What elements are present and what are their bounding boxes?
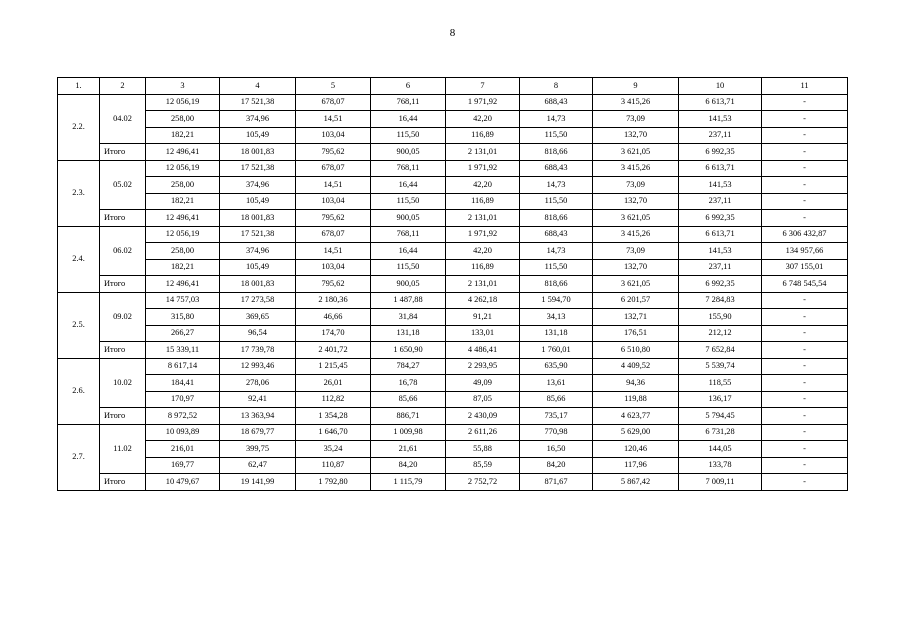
table-row [58, 243, 848, 260]
value-cell: 182,21 [146, 259, 220, 276]
value-cell: 136,17 [679, 391, 762, 408]
value-cell: 4 409,52 [593, 358, 679, 375]
value-cell: 2 131,01 [446, 144, 520, 161]
value-cell: 6 992,35 [679, 210, 762, 227]
value-cell: - [762, 342, 848, 359]
table-body [58, 78, 848, 491]
value-cell: 115,50 [520, 127, 593, 144]
page-number: 8 [449, 27, 456, 39]
value-cell: 26,01 [296, 375, 371, 392]
value-cell: 118,55 [679, 375, 762, 392]
total-row [58, 276, 848, 293]
value-cell: 900,05 [371, 276, 446, 293]
value-cell: 688,43 [520, 226, 593, 243]
value-cell: 176,51 [593, 325, 679, 342]
value-cell: 6 201,57 [593, 292, 679, 309]
value-cell: 46,66 [296, 309, 371, 326]
value-cell: - [762, 111, 848, 128]
value-cell: 73,09 [593, 243, 679, 260]
total-label: Итого [100, 474, 146, 491]
value-cell: 12 496,41 [146, 210, 220, 227]
value-cell: 132,70 [593, 259, 679, 276]
value-cell: - [762, 210, 848, 227]
value-cell: 119,88 [593, 391, 679, 408]
table-row [58, 391, 848, 408]
value-cell: 16,44 [371, 111, 446, 128]
value-cell: 900,05 [371, 144, 446, 161]
value-cell: 6 731,28 [679, 424, 762, 441]
value-cell: 116,89 [446, 193, 520, 210]
table-row [58, 193, 848, 210]
value-cell: 278,06 [220, 375, 296, 392]
value-cell: 7 652,84 [679, 342, 762, 359]
value-cell: - [762, 408, 848, 425]
value-cell: 1 354,28 [296, 408, 371, 425]
value-cell: 42,20 [446, 111, 520, 128]
value-cell: 14,51 [296, 243, 371, 260]
value-cell: 91,21 [446, 309, 520, 326]
value-cell: 14,73 [520, 243, 593, 260]
value-cell: 6 992,35 [679, 276, 762, 293]
value-cell: 4 486,41 [446, 342, 520, 359]
table-row [58, 127, 848, 144]
value-cell: 678,07 [296, 226, 371, 243]
value-cell: 1 971,92 [446, 94, 520, 111]
total-row [58, 408, 848, 425]
value-cell: - [762, 457, 848, 474]
value-cell: 5 539,74 [679, 358, 762, 375]
value-cell: - [762, 127, 848, 144]
value-cell: 3 415,26 [593, 160, 679, 177]
value-cell: 6 992,35 [679, 144, 762, 161]
value-cell: 84,20 [371, 457, 446, 474]
value-cell: 12 056,19 [146, 160, 220, 177]
value-cell: 18 679,77 [220, 424, 296, 441]
value-cell: 14,51 [296, 177, 371, 194]
header-cell: 9 [593, 78, 679, 95]
value-cell: 7 284,83 [679, 292, 762, 309]
total-label: Итого [100, 408, 146, 425]
value-cell: 4 623,77 [593, 408, 679, 425]
value-cell: 174,70 [296, 325, 371, 342]
value-cell: 3 415,26 [593, 94, 679, 111]
value-cell: 85,66 [371, 391, 446, 408]
total-row [58, 210, 848, 227]
value-cell: 2 180,36 [296, 292, 371, 309]
header-cell: 1. [58, 78, 100, 95]
table-row [58, 160, 848, 177]
value-cell: 900,05 [371, 210, 446, 227]
value-cell: 170,97 [146, 391, 220, 408]
value-cell: 12 496,41 [146, 276, 220, 293]
value-cell: 49,09 [446, 375, 520, 392]
value-cell: 886,71 [371, 408, 446, 425]
value-cell: 5 794,45 [679, 408, 762, 425]
value-cell: 19 141,99 [220, 474, 296, 491]
value-cell: 12 056,19 [146, 94, 220, 111]
value-cell: 369,65 [220, 309, 296, 326]
value-cell: - [762, 358, 848, 375]
value-cell: 399,75 [220, 441, 296, 458]
value-cell: 144,05 [679, 441, 762, 458]
value-cell: 237,11 [679, 193, 762, 210]
value-cell: 62,47 [220, 457, 296, 474]
header-cell: 7 [446, 78, 520, 95]
value-cell: 182,21 [146, 127, 220, 144]
value-cell: 85,66 [520, 391, 593, 408]
value-cell: 17 521,38 [220, 226, 296, 243]
value-cell: 110,87 [296, 457, 371, 474]
value-cell: 132,70 [593, 127, 679, 144]
value-cell: 117,96 [593, 457, 679, 474]
value-cell: 169,77 [146, 457, 220, 474]
value-cell: 105,49 [220, 193, 296, 210]
value-cell: 131,18 [520, 325, 593, 342]
value-cell: 13,61 [520, 375, 593, 392]
value-cell: 1 215,45 [296, 358, 371, 375]
value-cell: 16,78 [371, 375, 446, 392]
value-cell: 7 009,11 [679, 474, 762, 491]
value-cell: 141,53 [679, 111, 762, 128]
value-cell: 17 273,58 [220, 292, 296, 309]
section-number: 2.5. [58, 292, 100, 358]
total-label: Итого [100, 144, 146, 161]
value-cell: 116,89 [446, 259, 520, 276]
value-cell: 16,50 [520, 441, 593, 458]
value-cell: 42,20 [446, 177, 520, 194]
value-cell: 2 293,95 [446, 358, 520, 375]
value-cell: 133,78 [679, 457, 762, 474]
value-cell: 1 760,01 [520, 342, 593, 359]
section-number: 2.7. [58, 424, 100, 490]
value-cell: - [762, 309, 848, 326]
value-cell: 15 339,11 [146, 342, 220, 359]
value-cell: 216,01 [146, 441, 220, 458]
total-row [58, 474, 848, 491]
value-cell: - [762, 177, 848, 194]
total-row [58, 144, 848, 161]
value-cell: 1 115,79 [371, 474, 446, 491]
table-row [58, 441, 848, 458]
header-cell: 8 [520, 78, 593, 95]
value-cell: 1 971,92 [446, 226, 520, 243]
value-cell: 6 613,71 [679, 226, 762, 243]
value-cell: 84,20 [520, 457, 593, 474]
value-cell: 103,04 [296, 193, 371, 210]
value-cell: - [762, 94, 848, 111]
value-cell: 182,21 [146, 193, 220, 210]
value-cell: 735,17 [520, 408, 593, 425]
value-cell: 141,53 [679, 243, 762, 260]
value-cell: 1 594,70 [520, 292, 593, 309]
value-cell: 105,49 [220, 127, 296, 144]
value-cell: - [762, 325, 848, 342]
value-cell: 94,36 [593, 375, 679, 392]
value-cell: 155,90 [679, 309, 762, 326]
value-cell: 115,50 [371, 259, 446, 276]
group-code: 04.02 [100, 94, 146, 144]
value-cell: 6 613,71 [679, 94, 762, 111]
value-cell: 212,12 [679, 325, 762, 342]
value-cell: 132,71 [593, 309, 679, 326]
value-cell: 2 131,01 [446, 276, 520, 293]
value-cell: 871,67 [520, 474, 593, 491]
section-number: 2.4. [58, 226, 100, 292]
value-cell: 678,07 [296, 94, 371, 111]
table-row [58, 226, 848, 243]
table-row [58, 259, 848, 276]
value-cell: 258,00 [146, 243, 220, 260]
value-cell: 237,11 [679, 127, 762, 144]
section-number: 2.3. [58, 160, 100, 226]
table-row [58, 424, 848, 441]
group-code: 11.02 [100, 424, 146, 474]
value-cell: 73,09 [593, 177, 679, 194]
value-cell: - [762, 160, 848, 177]
value-cell: 3 621,05 [593, 210, 679, 227]
total-label: Итого [100, 342, 146, 359]
value-cell: 5 867,42 [593, 474, 679, 491]
value-cell: 14,51 [296, 111, 371, 128]
value-cell: 258,00 [146, 177, 220, 194]
value-cell: 14 757,03 [146, 292, 220, 309]
value-cell: 1 646,70 [296, 424, 371, 441]
value-cell: 8 972,52 [146, 408, 220, 425]
value-cell: - [762, 193, 848, 210]
value-cell: 17 521,38 [220, 160, 296, 177]
value-cell: 770,98 [520, 424, 593, 441]
header-cell: 2 [100, 78, 146, 95]
header-cell: 11 [762, 78, 848, 95]
value-cell: 55,88 [446, 441, 520, 458]
value-cell: 17 521,38 [220, 94, 296, 111]
total-label: Итого [100, 210, 146, 227]
value-cell: 768,11 [371, 160, 446, 177]
value-cell: - [762, 424, 848, 441]
value-cell: 96,54 [220, 325, 296, 342]
value-cell: 5 629,00 [593, 424, 679, 441]
value-cell: 103,04 [296, 127, 371, 144]
value-cell: 115,50 [371, 127, 446, 144]
value-cell: 374,96 [220, 111, 296, 128]
value-cell: 184,41 [146, 375, 220, 392]
value-cell: 795,62 [296, 276, 371, 293]
value-cell: 42,20 [446, 243, 520, 260]
value-cell: 105,49 [220, 259, 296, 276]
value-cell: 266,27 [146, 325, 220, 342]
value-cell: 10 479,67 [146, 474, 220, 491]
value-cell: 1 009,98 [371, 424, 446, 441]
value-cell: 16,44 [371, 177, 446, 194]
value-cell: 17 739,78 [220, 342, 296, 359]
value-cell: 2 131,01 [446, 210, 520, 227]
group-code: 05.02 [100, 160, 146, 210]
value-cell: 6 510,80 [593, 342, 679, 359]
value-cell: 6 613,71 [679, 160, 762, 177]
value-cell: 12 496,41 [146, 144, 220, 161]
value-cell: 12 993,46 [220, 358, 296, 375]
value-cell: - [762, 144, 848, 161]
value-cell: - [762, 375, 848, 392]
value-cell: 8 617,14 [146, 358, 220, 375]
table-row [58, 94, 848, 111]
value-cell: 116,89 [446, 127, 520, 144]
header-row [58, 78, 848, 95]
group-code: 09.02 [100, 292, 146, 342]
group-code: 10.02 [100, 358, 146, 408]
value-cell: 795,62 [296, 210, 371, 227]
value-cell: 10 093,89 [146, 424, 220, 441]
header-cell: 10 [679, 78, 762, 95]
value-cell: 688,43 [520, 160, 593, 177]
value-cell: 132,70 [593, 193, 679, 210]
value-cell: 258,00 [146, 111, 220, 128]
value-cell: 73,09 [593, 111, 679, 128]
header-cell: 6 [371, 78, 446, 95]
value-cell: 1 971,92 [446, 160, 520, 177]
value-cell: 6 748 545,54 [762, 276, 848, 293]
value-cell: 818,66 [520, 144, 593, 161]
value-cell: 133,01 [446, 325, 520, 342]
value-cell: 2 401,72 [296, 342, 371, 359]
table-row [58, 309, 848, 326]
value-cell: 14,73 [520, 177, 593, 194]
table-row [58, 375, 848, 392]
value-cell: 795,62 [296, 144, 371, 161]
value-cell: 115,50 [520, 193, 593, 210]
table-row [58, 325, 848, 342]
table-row [58, 111, 848, 128]
value-cell: 115,50 [371, 193, 446, 210]
value-cell: 784,27 [371, 358, 446, 375]
value-cell: 115,50 [520, 259, 593, 276]
header-cell: 5 [296, 78, 371, 95]
header-cell: 3 [146, 78, 220, 95]
value-cell: - [762, 441, 848, 458]
value-cell: - [762, 391, 848, 408]
value-cell: 16,44 [371, 243, 446, 260]
table-row [58, 177, 848, 194]
value-cell: - [762, 474, 848, 491]
value-cell: 818,66 [520, 276, 593, 293]
value-cell: 141,53 [679, 177, 762, 194]
table-row [58, 292, 848, 309]
value-cell: 92,41 [220, 391, 296, 408]
value-cell: 120,46 [593, 441, 679, 458]
group-code: 06.02 [100, 226, 146, 276]
value-cell: 3 621,05 [593, 276, 679, 293]
value-cell: 374,96 [220, 243, 296, 260]
value-cell: 34,13 [520, 309, 593, 326]
header-cell: 4 [220, 78, 296, 95]
value-cell: 2 752,72 [446, 474, 520, 491]
data-table [57, 77, 848, 491]
value-cell: 2 430,09 [446, 408, 520, 425]
value-cell: 87,05 [446, 391, 520, 408]
value-cell: 18 001,83 [220, 210, 296, 227]
value-cell: 18 001,83 [220, 276, 296, 293]
value-cell: 768,11 [371, 226, 446, 243]
value-cell: 635,90 [520, 358, 593, 375]
value-cell: 1 487,88 [371, 292, 446, 309]
value-cell: 307 155,01 [762, 259, 848, 276]
value-cell: 678,07 [296, 160, 371, 177]
value-cell: 6 306 432,87 [762, 226, 848, 243]
value-cell: 21,61 [371, 441, 446, 458]
value-cell: 134 957,66 [762, 243, 848, 260]
total-label: Итого [100, 276, 146, 293]
value-cell: 818,66 [520, 210, 593, 227]
section-number: 2.6. [58, 358, 100, 424]
value-cell: 237,11 [679, 259, 762, 276]
total-row [58, 342, 848, 359]
value-cell: 3 621,05 [593, 144, 679, 161]
value-cell: 131,18 [371, 325, 446, 342]
value-cell: 103,04 [296, 259, 371, 276]
value-cell: - [762, 292, 848, 309]
value-cell: 35,24 [296, 441, 371, 458]
value-cell: 315,80 [146, 309, 220, 326]
value-cell: 1 792,80 [296, 474, 371, 491]
value-cell: 688,43 [520, 94, 593, 111]
value-cell: 12 056,19 [146, 226, 220, 243]
value-cell: 3 415,26 [593, 226, 679, 243]
value-cell: 1 650,90 [371, 342, 446, 359]
table-row [58, 358, 848, 375]
value-cell: 112,82 [296, 391, 371, 408]
value-cell: 13 363,94 [220, 408, 296, 425]
value-cell: 768,11 [371, 94, 446, 111]
value-cell: 31,84 [371, 309, 446, 326]
value-cell: 18 001,83 [220, 144, 296, 161]
table-row [58, 457, 848, 474]
value-cell: 374,96 [220, 177, 296, 194]
section-number: 2.2. [58, 94, 100, 160]
value-cell: 85,59 [446, 457, 520, 474]
value-cell: 2 611,26 [446, 424, 520, 441]
value-cell: 4 262,18 [446, 292, 520, 309]
value-cell: 14,73 [520, 111, 593, 128]
